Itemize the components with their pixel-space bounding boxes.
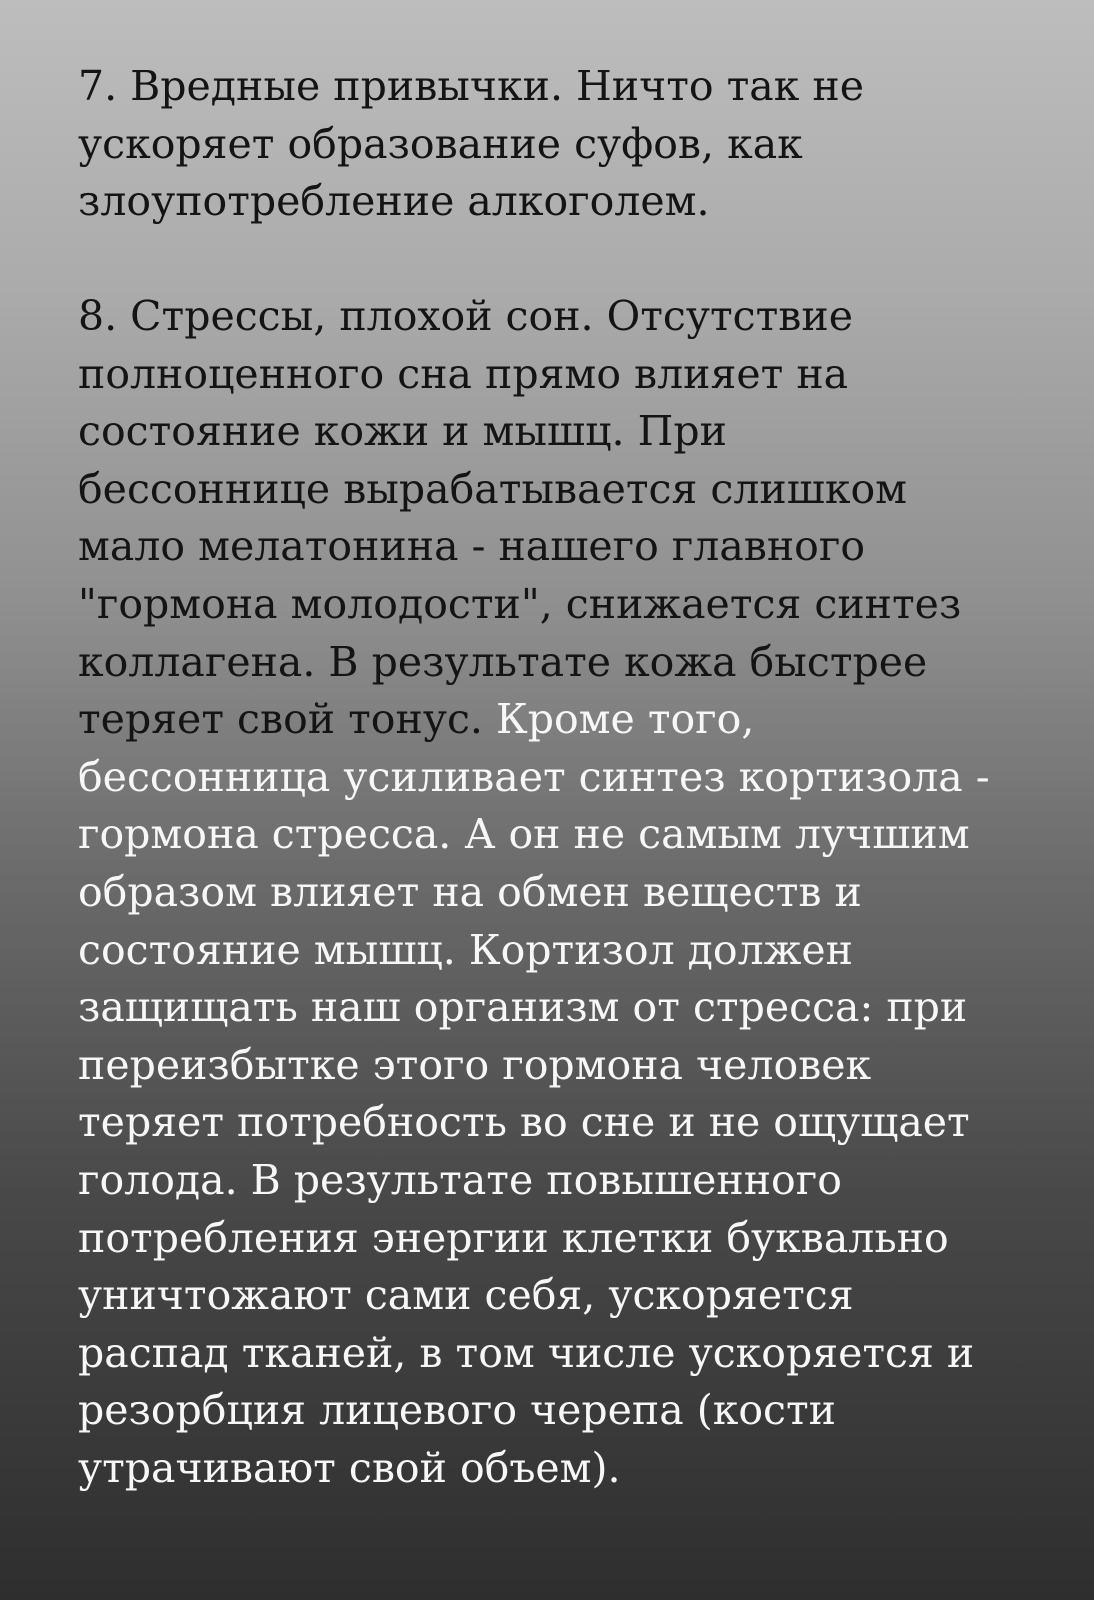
- text-line: резорбция лицевого черепа (кости: [78, 1386, 836, 1435]
- text-line: состояние кожи и мышц. При: [78, 407, 727, 456]
- text-line-mixed: [78, 691, 1078, 749]
- text-line: "гормона молодости", снижается синтез: [78, 579, 962, 628]
- text-line: ускоряет образование суфов, как: [78, 119, 803, 168]
- text-fragment-light: Кроме того,: [482, 695, 755, 744]
- text-line: бессонница усиливает синтез кортизола -: [78, 752, 990, 801]
- text-line: бессоннице вырабатывается слишком: [78, 464, 908, 513]
- text-line: 8. Стрессы, плохой сон. Отсутствие: [78, 292, 853, 340]
- text-line: гормона стресса. А он не самым лучшим: [78, 810, 970, 859]
- text-line: защищать наш организм от стресса: при: [78, 983, 968, 1032]
- text-line: утрачивают свой объем).: [78, 1443, 621, 1492]
- paragraph-stress-sleep: [78, 288, 1078, 1497]
- text-line: переизбытке этого гормона человек: [78, 1040, 872, 1089]
- text-line: уничтожают сами себя, ускоряется: [78, 1271, 854, 1320]
- text-line: потребления энергии клетки буквально: [78, 1213, 949, 1262]
- text-line: голода. В результате повышенного: [78, 1155, 842, 1204]
- text-line: 7. Вредные привычки. Ничто так не: [78, 62, 864, 110]
- text-fragment-dark: теряет свой тонус.: [78, 695, 483, 744]
- text-line: злоупотребление алкоголем.: [78, 177, 710, 226]
- text-line: полноценного сна прямо влияет на: [78, 349, 849, 398]
- text-line: состояние мышц. Кортизол должен: [78, 925, 853, 974]
- text-line: коллагена. В результате кожа быстрее: [78, 637, 928, 686]
- paragraph-bad-habits: [78, 58, 1078, 231]
- text-line: мало мелатонина - нашего главного: [78, 522, 866, 571]
- text-line: образом влияет на обмен веществ и: [78, 867, 862, 916]
- text-line: распад тканей, в том числе ускоряется и: [78, 1328, 975, 1377]
- text-line: теряет потребность во сне и не ощущает: [78, 1098, 970, 1147]
